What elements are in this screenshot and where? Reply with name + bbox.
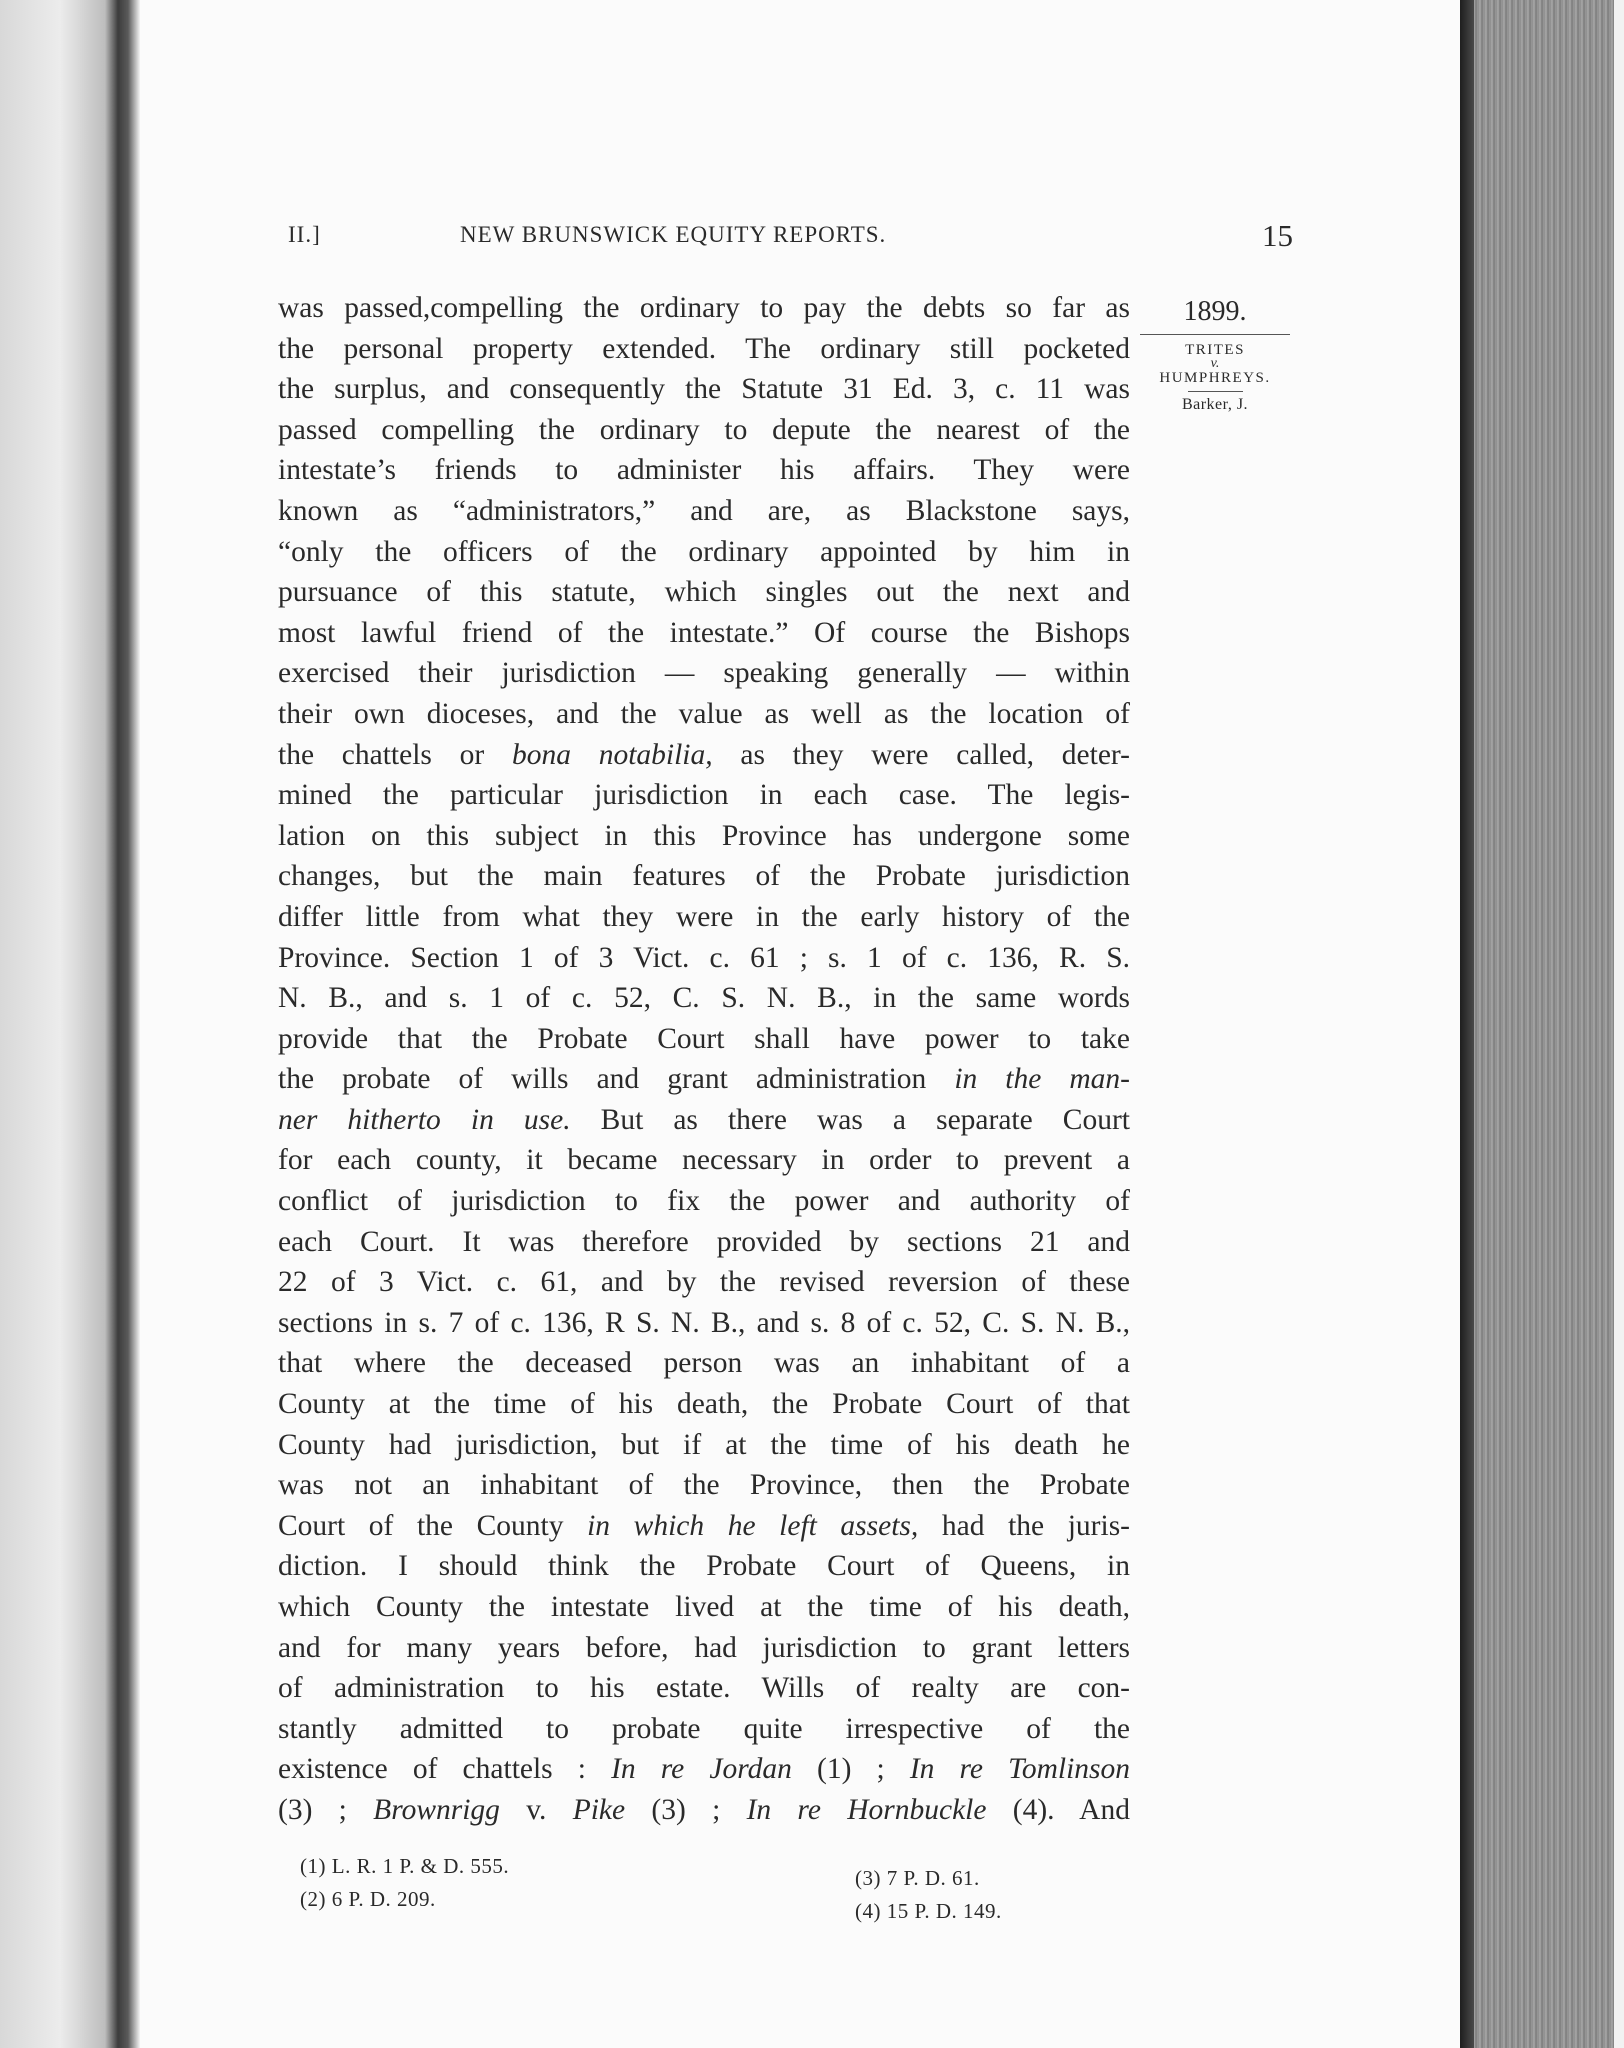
text-line — [278, 1019, 1130, 1060]
text-line — [278, 1425, 1130, 1466]
report-title: NEW BRUNSWICK EQUITY REPORTS. — [460, 222, 887, 247]
text-line — [278, 410, 1130, 451]
italic-segment: In re Hornbuckle — [746, 1793, 987, 1826]
text-segment: stantly admitted to probate quite irrespective of the — [278, 1712, 1130, 1745]
volume-number: II.] — [288, 222, 321, 247]
text-segment: of administration to his estate. Wills of realty are con- — [278, 1672, 1130, 1705]
text-segment: 22 of 3 Vict. c. 61, and by the revised reversion of these — [278, 1266, 1130, 1299]
text-segment: intestate’s friends to administer his affairs. They were — [278, 454, 1130, 487]
text-line — [278, 572, 1130, 613]
text-line — [278, 775, 1130, 816]
text-segment: County had jurisdiction, but if at the time of his death he — [278, 1428, 1130, 1461]
text-line — [278, 1790, 1130, 1831]
text-line — [278, 1587, 1130, 1628]
text-segment: passed compelling the ordinary to depute the nearest of the — [278, 413, 1130, 446]
text-segment: the personal property extended. The ordinary still pocketed — [278, 332, 1130, 365]
text-line — [278, 1140, 1130, 1181]
text-segment: County at the time of his death, the Probate Court of that — [278, 1388, 1130, 1421]
text-segment: (1) ; — [791, 1753, 910, 1786]
text-line — [278, 1343, 1130, 1384]
text-segment: “only the officers of the ordinary appointed by him in — [278, 535, 1130, 568]
text-line — [278, 1384, 1130, 1425]
text-segment: as they were called, deter- — [712, 738, 1130, 771]
judge-name: Barker, J. — [1181, 396, 1249, 413]
text-segment: existence of chattels : — [278, 1753, 612, 1786]
text-segment: known as “administrators,” and are, as Blackstone says, — [278, 494, 1130, 527]
text-line — [278, 288, 1130, 329]
text-segment: Province. Section 1 of 3 Vict. c. 61 ; s. 1 of c. 136, R. S. — [278, 941, 1130, 974]
page-number: 15 — [1262, 218, 1293, 253]
text-segment: Court of the County — [278, 1509, 588, 1542]
text-segment: lation on this subject in this Province has undergone some — [278, 819, 1130, 852]
footnote-4: (4) 15 P. D. 149. — [855, 1899, 1002, 1923]
text-line — [278, 897, 1130, 938]
text-segment: v. — [499, 1793, 573, 1826]
text-segment: (3) ; — [625, 1793, 747, 1826]
text-segment: the probate of wills and grant administration — [278, 1063, 955, 1096]
text-segment: N. B., and s. 1 of c. 52, C. S. N. B., in the same words — [278, 982, 1130, 1015]
text-segment: each Court. It was therefore provided by sections 21 and — [278, 1225, 1130, 1258]
text-segment: was not an inhabitant of the Province, then the Probate — [278, 1469, 1130, 1502]
text-line — [278, 369, 1130, 410]
italic-segment: In re Jordan — [611, 1753, 792, 1786]
italic-segment: In re Tomlinson — [909, 1753, 1130, 1786]
text-segment: (4). And — [986, 1793, 1130, 1826]
text-line — [278, 613, 1130, 654]
text-segment: sections in s. 7 of c. 136, R S. N. B., and s. 8 of c. 52, C. S. N. B., — [278, 1306, 1130, 1339]
footnote-1: (1) L. R. 1 P. & D. 555. — [300, 1854, 510, 1878]
text-line — [278, 1465, 1130, 1506]
text-segment: conflict of jurisdiction to fix the power and authority of — [278, 1185, 1130, 1218]
text-segment: provide that the Probate Court shall have power to take — [278, 1022, 1130, 1055]
text-segment: differ little from what they were in the early history of the — [278, 900, 1130, 933]
text-line — [278, 1546, 1130, 1587]
text-line — [278, 1262, 1130, 1303]
text-segment: But as there was a separate Court — [570, 1103, 1130, 1136]
text-line — [278, 856, 1130, 897]
italic-segment: Brownrigg — [373, 1793, 500, 1826]
italic-segment: Pike — [572, 1793, 626, 1826]
text-line — [278, 1506, 1130, 1547]
text-line — [278, 978, 1130, 1019]
text-segment: most lawful friend of the intestate.” Of course the Bishops — [278, 616, 1130, 649]
text-segment: for each county, it became necessary in order to prevent a — [278, 1144, 1130, 1177]
text-line — [278, 1628, 1130, 1669]
text-segment: their own dioceses, and the value as well as the location of — [278, 697, 1130, 730]
running-head — [288, 218, 1293, 262]
text-line — [278, 329, 1130, 370]
text-line — [278, 735, 1130, 776]
text-segment: which County the intestate lived at the time of his death, — [278, 1591, 1130, 1623]
text-segment: was passed,compelling the ordinary to pay the debts so far as — [278, 292, 1130, 324]
italic-segment: bona notabilia, — [511, 738, 713, 771]
text-segment: mined the particular jurisdiction in each case. The legis- — [278, 779, 1130, 812]
text-line — [278, 653, 1130, 694]
text-line — [278, 1100, 1130, 1141]
case-year: 1899. — [1183, 296, 1247, 327]
text-segment: exercised their jurisdiction — speaking generally — within — [278, 657, 1130, 690]
text-segment: had the juris- — [918, 1509, 1131, 1542]
footnotes-column-right — [855, 1862, 1115, 1928]
case-party-defendant: HUMPHREYS. — [1159, 370, 1271, 386]
text-segment: changes, but the main features of the Probate jurisdiction — [278, 860, 1130, 893]
text-line — [278, 1222, 1130, 1263]
text-line — [278, 1303, 1130, 1344]
footnotes-column-left — [300, 1850, 700, 1916]
text-line — [278, 816, 1130, 857]
case-versus: v. — [1210, 356, 1220, 371]
margin-note — [1135, 296, 1295, 414]
case-party-plaintiff: TRITES — [1185, 342, 1245, 358]
margin-rule — [1140, 334, 1290, 335]
text-segment: that where the deceased person was an inhabitant of a — [278, 1347, 1130, 1380]
text-segment: the chattels or — [278, 738, 512, 771]
text-line — [278, 938, 1130, 979]
footnote-3: (3) 7 P. D. 61. — [855, 1866, 980, 1890]
text-line — [278, 1181, 1130, 1222]
italic-segment: in the man- — [954, 1063, 1130, 1096]
body-text — [278, 288, 1130, 1831]
text-line — [278, 694, 1130, 735]
text-segment: the surplus, and consequently the Statute 31 Ed. 3, c. 11 was — [278, 373, 1130, 406]
text-segment: (3) ; — [278, 1793, 374, 1826]
text-segment: diction. I should think the Probate Court of Queens, in — [278, 1550, 1130, 1583]
italic-segment: ner hitherto in use. — [278, 1103, 571, 1136]
italic-segment: in which he left assets, — [587, 1509, 919, 1542]
text-line — [278, 1668, 1130, 1709]
text-line — [278, 1059, 1130, 1100]
text-line — [278, 532, 1130, 573]
book-gutter-left — [0, 0, 140, 2048]
text-line — [278, 1749, 1130, 1790]
text-segment: pursuance of this statute, which singles out the next and — [278, 576, 1130, 609]
text-line — [278, 1709, 1130, 1750]
text-segment: and for many years before, had jurisdiction to grant letters — [278, 1631, 1130, 1664]
book-page-edges-right — [1460, 0, 1624, 2048]
text-line — [278, 491, 1130, 532]
margin-rule-short — [1188, 391, 1243, 392]
text-line — [278, 450, 1130, 491]
footnote-2: (2) 6 P. D. 209. — [300, 1887, 436, 1911]
